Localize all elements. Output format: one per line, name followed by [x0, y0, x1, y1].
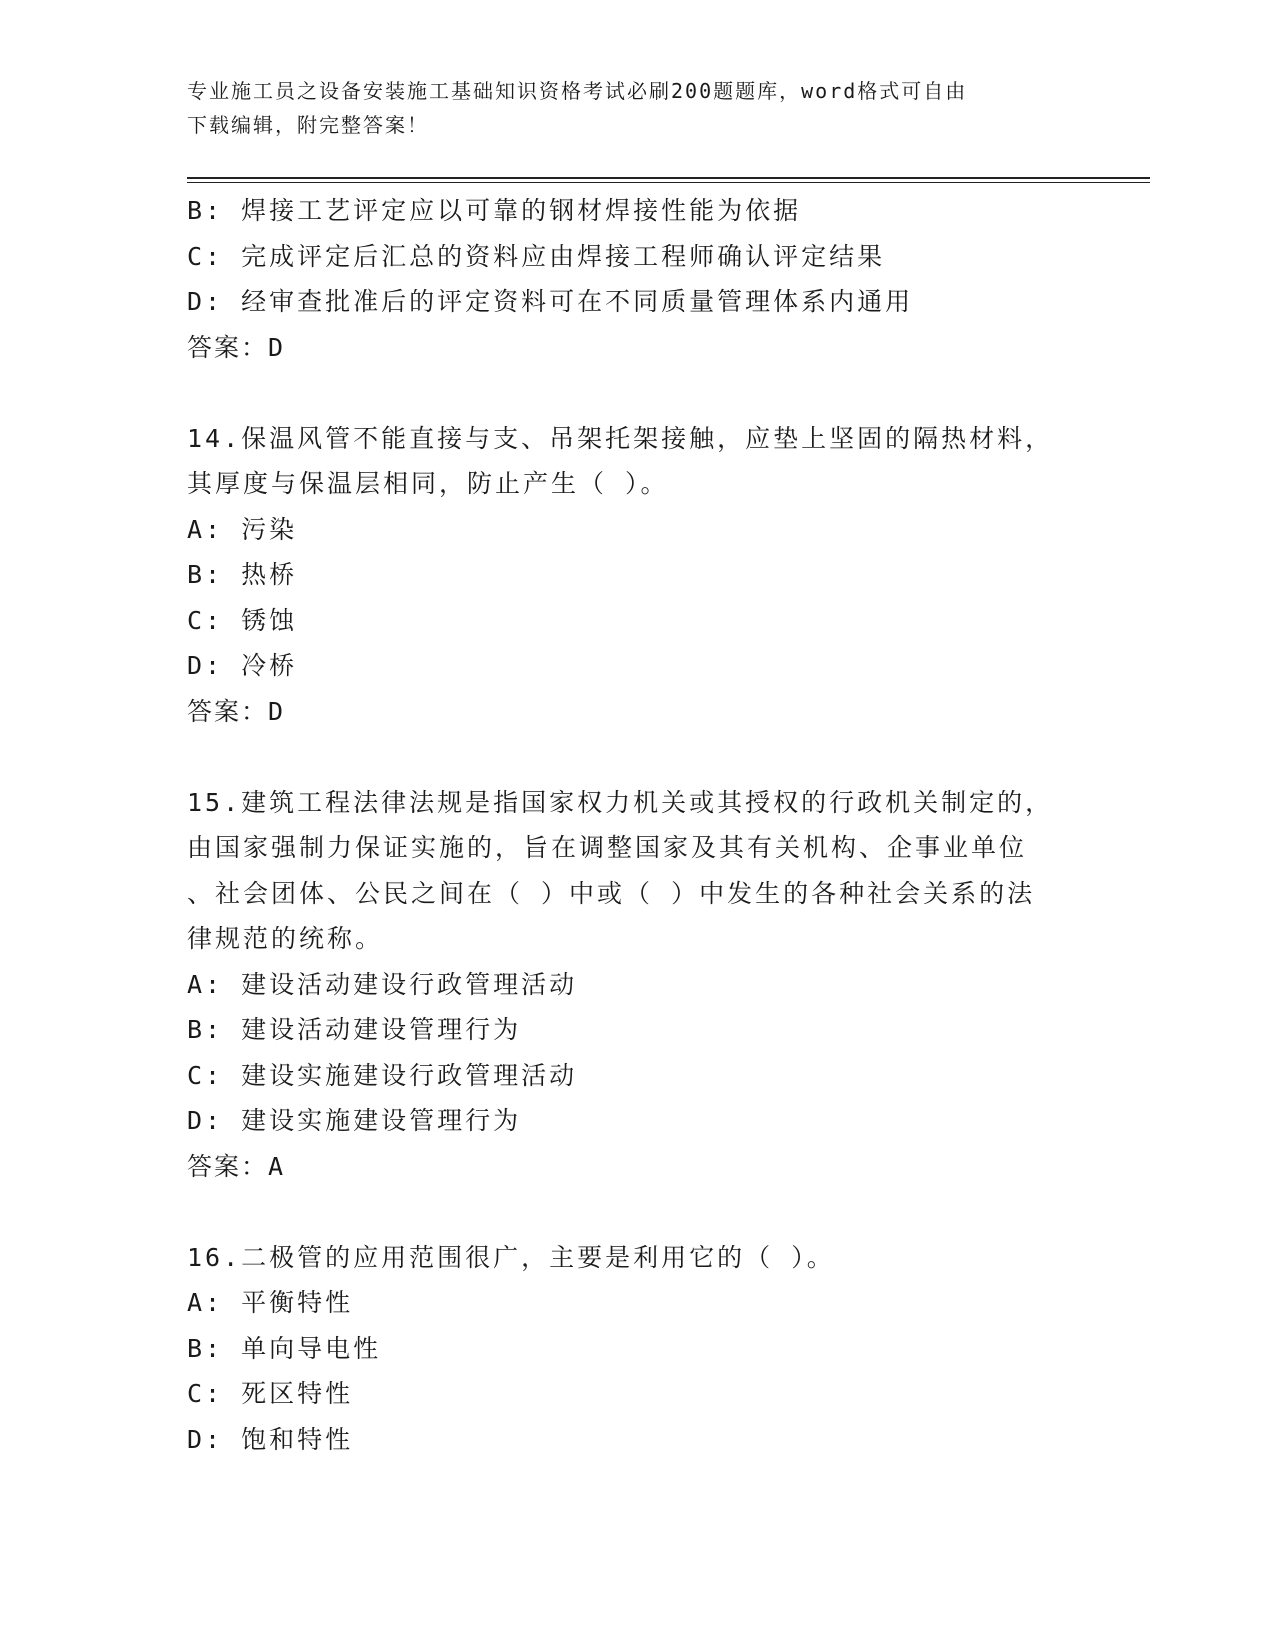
document-body: [187, 188, 1087, 1462]
q14-option-a: A: 污染: [187, 514, 298, 544]
q14-option-d: D: 冷桥: [187, 651, 298, 680]
header-line-2: 下载编辑，附完整答案！: [187, 113, 429, 137]
q13-option-c: C: 完成评定后汇总的资料应由焊接工程师确认评定结果: [187, 241, 886, 271]
q15-option-a: A: 建设活动建设行政管理活动: [187, 969, 578, 999]
q15-stem-line-1: 15.建筑工程法律法规是指国家权力机关或其授权的行政机关制定的，: [187, 787, 1054, 817]
q14-answer: 答案：D: [187, 696, 286, 726]
q16-option-b: B: 单向导电性: [187, 1333, 382, 1363]
q14-option-c: C: 锈蚀: [187, 605, 298, 635]
question-16: [187, 1235, 1087, 1463]
header-line-1: 专业施工员之设备安装施工基础知识资格考试必刷200题题库，word格式可自由: [187, 79, 968, 103]
header-rule-thin: [187, 182, 1150, 183]
spacer: [187, 370, 1087, 416]
question-15: [187, 780, 1087, 1190]
q15-option-c: C: 建设实施建设行政管理活动: [187, 1060, 578, 1090]
q14-stem-line-2: 其厚度与保温层相同，防止产生（ ）。: [187, 469, 669, 498]
q15-stem-line-2: 由国家强制力保证实施的，旨在调整国家及其有关机构、企事业单位: [187, 833, 1028, 862]
q16-option-a: A: 平衡特性: [187, 1288, 354, 1317]
header-rule-thick: [187, 177, 1150, 179]
q16-stem-line-1: 16.二极管的应用范围很广，主要是利用它的（ ）。: [187, 1242, 835, 1272]
q15-stem-line-3: 、社会团体、公民之间在（ ）中或（ ）中发生的各种社会关系的法: [187, 878, 1036, 908]
q13-answer: 答案：D: [187, 332, 286, 362]
q14-stem-line-1: 14.保温风管不能直接与支、吊架托架接触，应垫上坚固的隔热材料，: [187, 423, 1054, 453]
q13-option-d: D: 经审查批准后的评定资料可在不同质量管理体系内通用: [187, 287, 914, 316]
q14-option-b: B: 热桥: [187, 560, 298, 589]
q15-option-d: D: 建设实施建设管理行为: [187, 1106, 522, 1135]
question-13: [187, 188, 1087, 370]
q13-option-b: B: 焊接工艺评定应以可靠的钢材焊接性能为依据: [187, 196, 802, 225]
spacer: [187, 734, 1087, 780]
q15-answer: 答案：A: [187, 1151, 286, 1181]
question-14: [187, 416, 1087, 735]
q16-option-d: D: 饱和特性: [187, 1424, 354, 1454]
q15-stem-line-4: 律规范的统称。: [187, 924, 384, 953]
spacer: [187, 1189, 1087, 1235]
document-header: [187, 74, 1087, 142]
q16-option-c: C: 死区特性: [187, 1379, 354, 1408]
q15-option-b: B: 建设活动建设管理行为: [187, 1015, 522, 1044]
